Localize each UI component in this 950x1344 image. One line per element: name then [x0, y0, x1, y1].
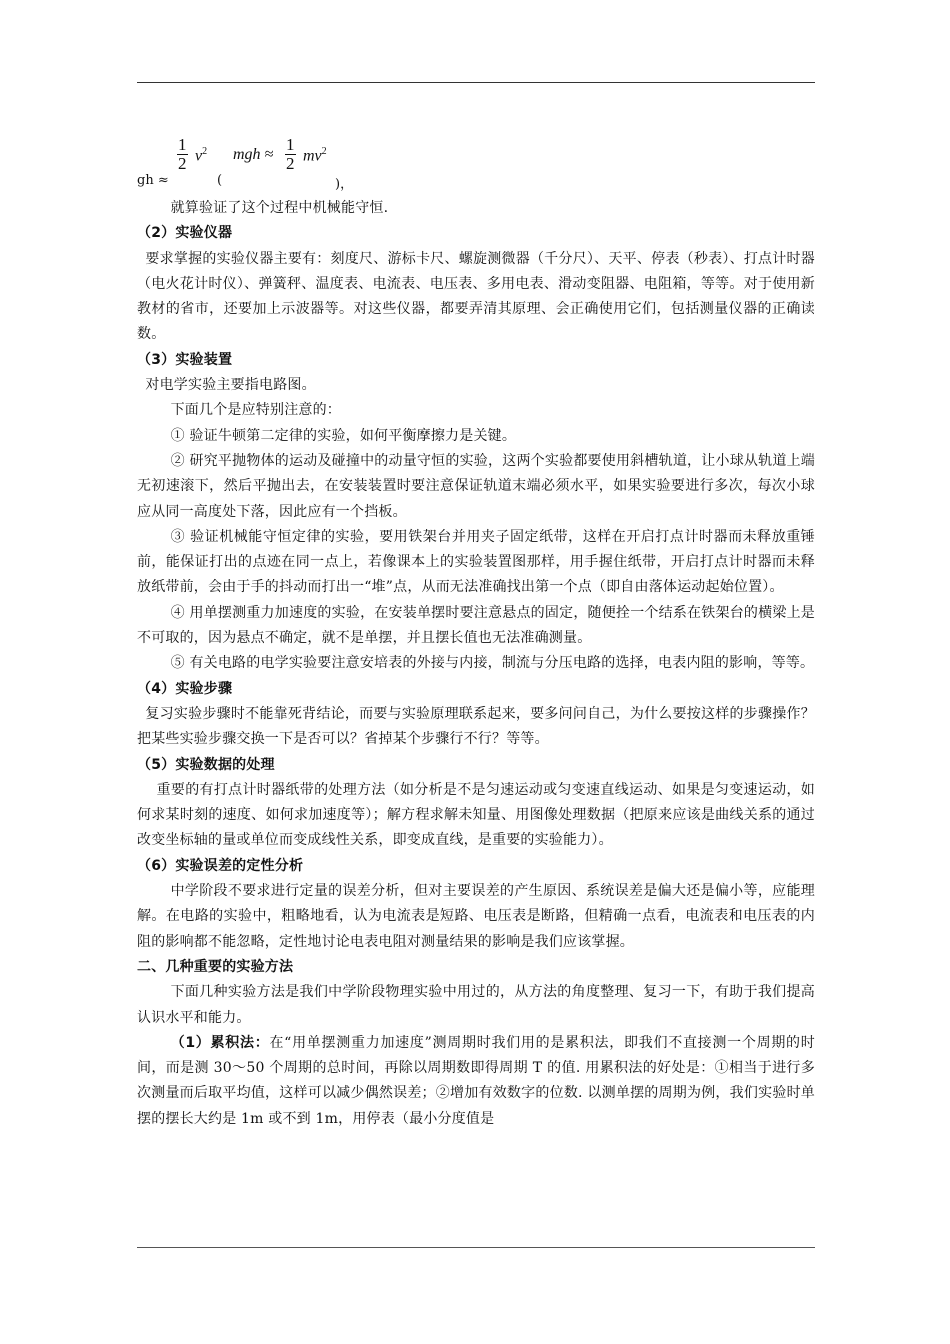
page-body [137, 130, 815, 1132]
list-item: ① 验证牛顿第二定律的实验，如何平衡摩擦力是关键。 [170, 427, 517, 444]
paragraph: 就算验证了这个过程中机械能守恒. [170, 200, 389, 216]
method-text: 在“用单摆测重力加速度”测周期时我们用的是累积法，即我们不直接测一个周期的时间，而是测 30～50 个周期的总时间，再除以周期数即得周期 T 的值. 用累积法的好处是：①相当于进行多次测量而后取平均值，这样可以减少偶然误差；②增加有效数字的位数. 以测单摆的周期为例，我们实验时单摆的摆长大约是 1m 或不到 1m，用停表（最小分度值是 [137, 1034, 815, 1127]
formula-gh: gh ≈ [137, 173, 169, 188]
list-item: ② 研究平抛物体的运动及碰撞中的动量守恒的实验，这两个实验都要使用斜槽轨道，让小球从轨道上端无初速滚下，然后平抛出去，在安装装置时要注意保证轨道末端必须水平，如果实验要进行多次，每次小球应从同一高度处下落，因此应有一个挡板。 [137, 452, 815, 520]
section-heading: （4）实验步骤 [137, 680, 233, 697]
section-heading: （6）实验误差的定性分析 [137, 857, 304, 874]
list-item: ④ 用单摆测重力加速度的实验，在安装单摆时要注意悬点的固定，随便拴一个结系在铁架台的横梁上是不可取的，因为悬点不确定，就不是单摆，并且摆长值也无法准确测量。 [137, 604, 815, 647]
paragraph: 复习实验步骤时不能靠死背结论，而要与实验原理联系起来，要多问问自己，为什么要按这样的步骤操作？把某些实验步骤交换一下是否可以？省掉某个步骤行不行？等等。 [137, 705, 815, 748]
paragraph: 中学阶段不要求进行定量的误差分析，但对主要误差的产生原因、系统误差是偏大还是偏小等，应能理解。在电路的实验中，粗略地看，认为电流表是短路、电压表是断路，但精确一点看，电流表和电压表的内阻的影响都不能忽略，定性地讨论电表电阻对测量结果的影响是我们应该掌握。 [137, 883, 815, 950]
paragraph: 下面几种实验方法是我们中学阶段物理实验中用过的，从方法的角度整理、复习一下，有助于我们提高认识水平和能力。 [137, 984, 815, 1026]
fraction-half-1: $\frac{1}{2}$ [178, 135, 187, 173]
formula-paren-open: ( [217, 173, 223, 188]
formula-mgh: mgh ≈ [233, 146, 274, 163]
paragraph: 下面几个是应特别注意的： [170, 402, 341, 419]
formula-mv-squared: $mv^2$ [303, 146, 327, 165]
formula-paren-close: )， [335, 177, 354, 192]
section-heading: （5）实验数据的处理 [137, 756, 275, 773]
paragraph: 要求掌握的实验仪器主要有：刻度尺、游标卡尺、螺旋测微器（千分尺）、天平、停表（秒表）、打点计时器（电火花计时仪）、弹簧秤、温度表、电流表、电压表、多用电表、滑动变阻器、电阻箱，等等。对于使用新教材的省市，还要加上示波器等。对这些仪器，都要弄清其原理、会正确使用它们，包括测量仪器的正确读数。 [137, 250, 815, 343]
footer-rule [137, 1247, 815, 1248]
section-heading: （2）实验仪器 [137, 225, 233, 242]
paragraph: 重要的有打点计时器纸带的处理方法（如分析是不是匀速运动或匀变速直线运动、如果是匀变速运动，如何求某时刻的速度、如何求加速度等）；解方程求解未知量、用图像处理数据（把原来应该是曲线关系的通过改变坐标轴的量或单位而变成线性关系，即变成直线，是重要的实验能力）。 [137, 781, 815, 849]
section-heading: （3）实验装置 [137, 351, 233, 368]
energy-formula [137, 130, 815, 192]
paragraph [137, 1031, 815, 1132]
formula-v-squared: $v^2$ [195, 146, 208, 165]
header-rule [137, 82, 815, 83]
chapter-heading: 二、几种重要的实验方法 [137, 958, 294, 975]
list-item: ③ 验证机械能守恒定律的实验，要用铁架台并用夹子固定纸带，这样在开启打点计时器而未释放重锤前，能保证打出的点迹在同一点上，若像课本上的实验装置图那样，用手握住纸带，开启打点计时器而未释放纸带前，会由于手的抖动而打出一“堆”点，从而无法准确找出第一个点（即自由落体运动起始位置）。 [137, 528, 815, 596]
method-label: （1）累积法： [170, 1034, 270, 1051]
list-item: ⑤ 有关电路的电学实验要注意安培表的外接与内接，制流与分压电路的选择，电表内阻的影响，等等。 [170, 655, 815, 672]
paragraph: 对电学实验主要指电路图。 [145, 377, 316, 394]
fraction-half-2: $\frac{1}{2}$ [286, 135, 295, 173]
